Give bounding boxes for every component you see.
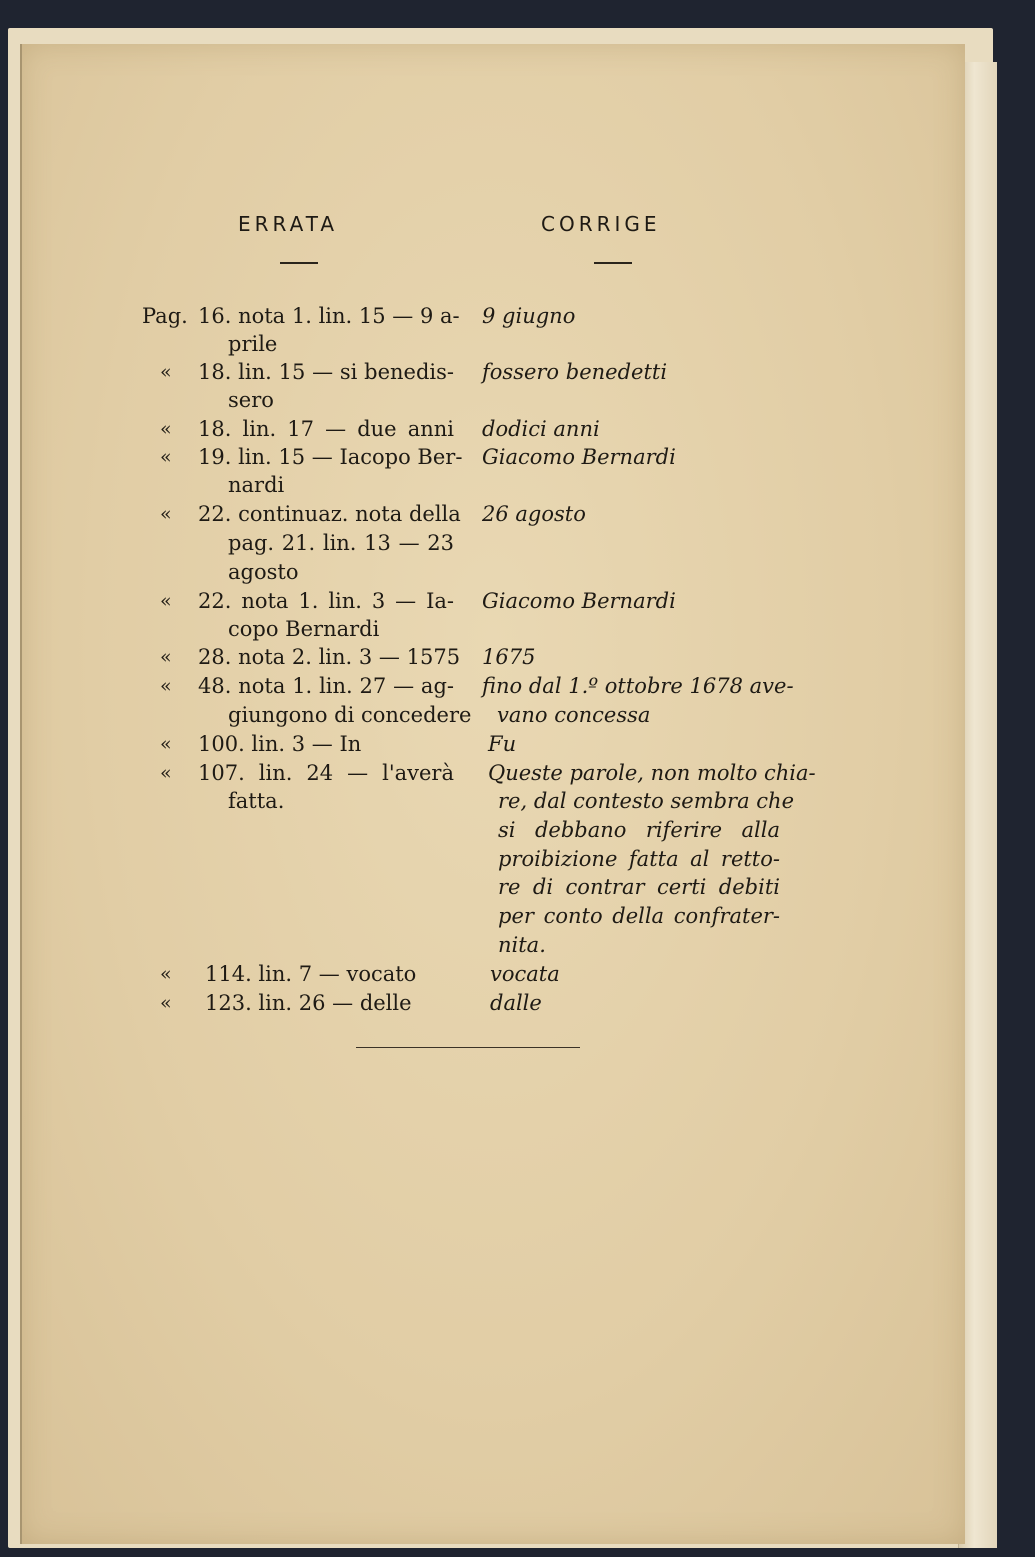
corrige-rule	[594, 262, 632, 264]
errata-heading: ERRATA	[238, 212, 339, 236]
corrige-line: Queste parole, non molto chia-	[488, 761, 816, 785]
errata-line: nardi	[228, 473, 285, 497]
errata-line: prile	[228, 332, 278, 356]
corrige-line: 26 agosto	[482, 502, 586, 526]
ditto-mark: «	[160, 446, 172, 468]
corrige-line: dodici anni	[482, 417, 600, 441]
corrige-line: nita.	[498, 933, 546, 957]
errata-line: 48. nota 1. lin. 27 — ag-	[198, 674, 454, 698]
corrige-line: Giacomo Bernardi	[482, 445, 676, 469]
ditto-mark: «	[160, 762, 172, 784]
corrige-line: 9 giugno	[482, 304, 576, 328]
corrige-line: re, dal contesto sembra che	[498, 789, 795, 813]
errata-line: agosto	[228, 560, 299, 584]
corrige-line: fossero benedetti	[482, 360, 668, 384]
page-label: Pag.	[142, 304, 188, 328]
errata-rule	[280, 262, 318, 264]
book-page	[20, 44, 965, 1544]
page-spine	[20, 44, 22, 1544]
ditto-mark: «	[160, 361, 172, 383]
errata-line: 22. nota 1. lin. 3 — Ia-	[198, 589, 454, 613]
corrige-line: dalle	[490, 991, 542, 1015]
ditto-mark: «	[160, 418, 172, 440]
errata-line: 123. lin. 26 — delle	[205, 991, 412, 1015]
ditto-mark: «	[160, 675, 172, 697]
errata-line: 16. nota 1. lin. 15 — 9 a-	[198, 304, 460, 328]
errata-line: copo Bernardi	[228, 617, 380, 641]
corrige-line: proibizione fatta al retto-	[498, 847, 780, 871]
errata-line: giungono di concedere	[228, 703, 472, 727]
ditto-mark: «	[160, 963, 172, 985]
ditto-mark: «	[160, 590, 172, 612]
corrige-line: per conto della confrater-	[498, 904, 780, 928]
ditto-mark: «	[160, 992, 172, 1014]
ditto-mark: «	[160, 646, 172, 668]
corrige-heading: CORRIGE	[541, 212, 661, 236]
errata-line: fatta.	[228, 789, 285, 813]
corrige-line: Giacomo Bernardi	[482, 589, 676, 613]
corrige-line: re di contrar certi debiti	[498, 875, 780, 899]
corrige-line: fino dal 1.º ottobre 1678 ave-	[482, 674, 794, 698]
errata-line: pag. 21. lin. 13 — 23	[228, 531, 454, 555]
corrige-line: 1675	[482, 645, 536, 669]
ditto-mark: «	[160, 503, 172, 525]
corrige-line: vocata	[490, 962, 560, 986]
corrige-line: vano concessa	[497, 703, 651, 727]
corrige-line: si debbano riferire alla	[498, 818, 780, 842]
end-rule	[356, 1047, 580, 1048]
corrige-line: Fu	[488, 732, 517, 756]
errata-line: 28. nota 2. lin. 3 — 1575	[198, 645, 461, 669]
errata-line: 19. lin. 15 — Iacopo Ber-	[198, 445, 463, 469]
errata-line: sero	[228, 388, 274, 412]
ditto-mark: «	[160, 733, 172, 755]
errata-line: 107. lin. 24 — l'averà	[198, 761, 454, 785]
errata-line: 100. lin. 3 — In	[198, 732, 362, 756]
errata-line: 18. lin. 15 — si benedis-	[198, 360, 454, 384]
errata-line: 22. continuaz. nota della	[198, 502, 461, 526]
errata-line: 18. lin. 17 — due anni	[198, 417, 454, 441]
errata-line: 114. lin. 7 — vocato	[205, 962, 417, 986]
